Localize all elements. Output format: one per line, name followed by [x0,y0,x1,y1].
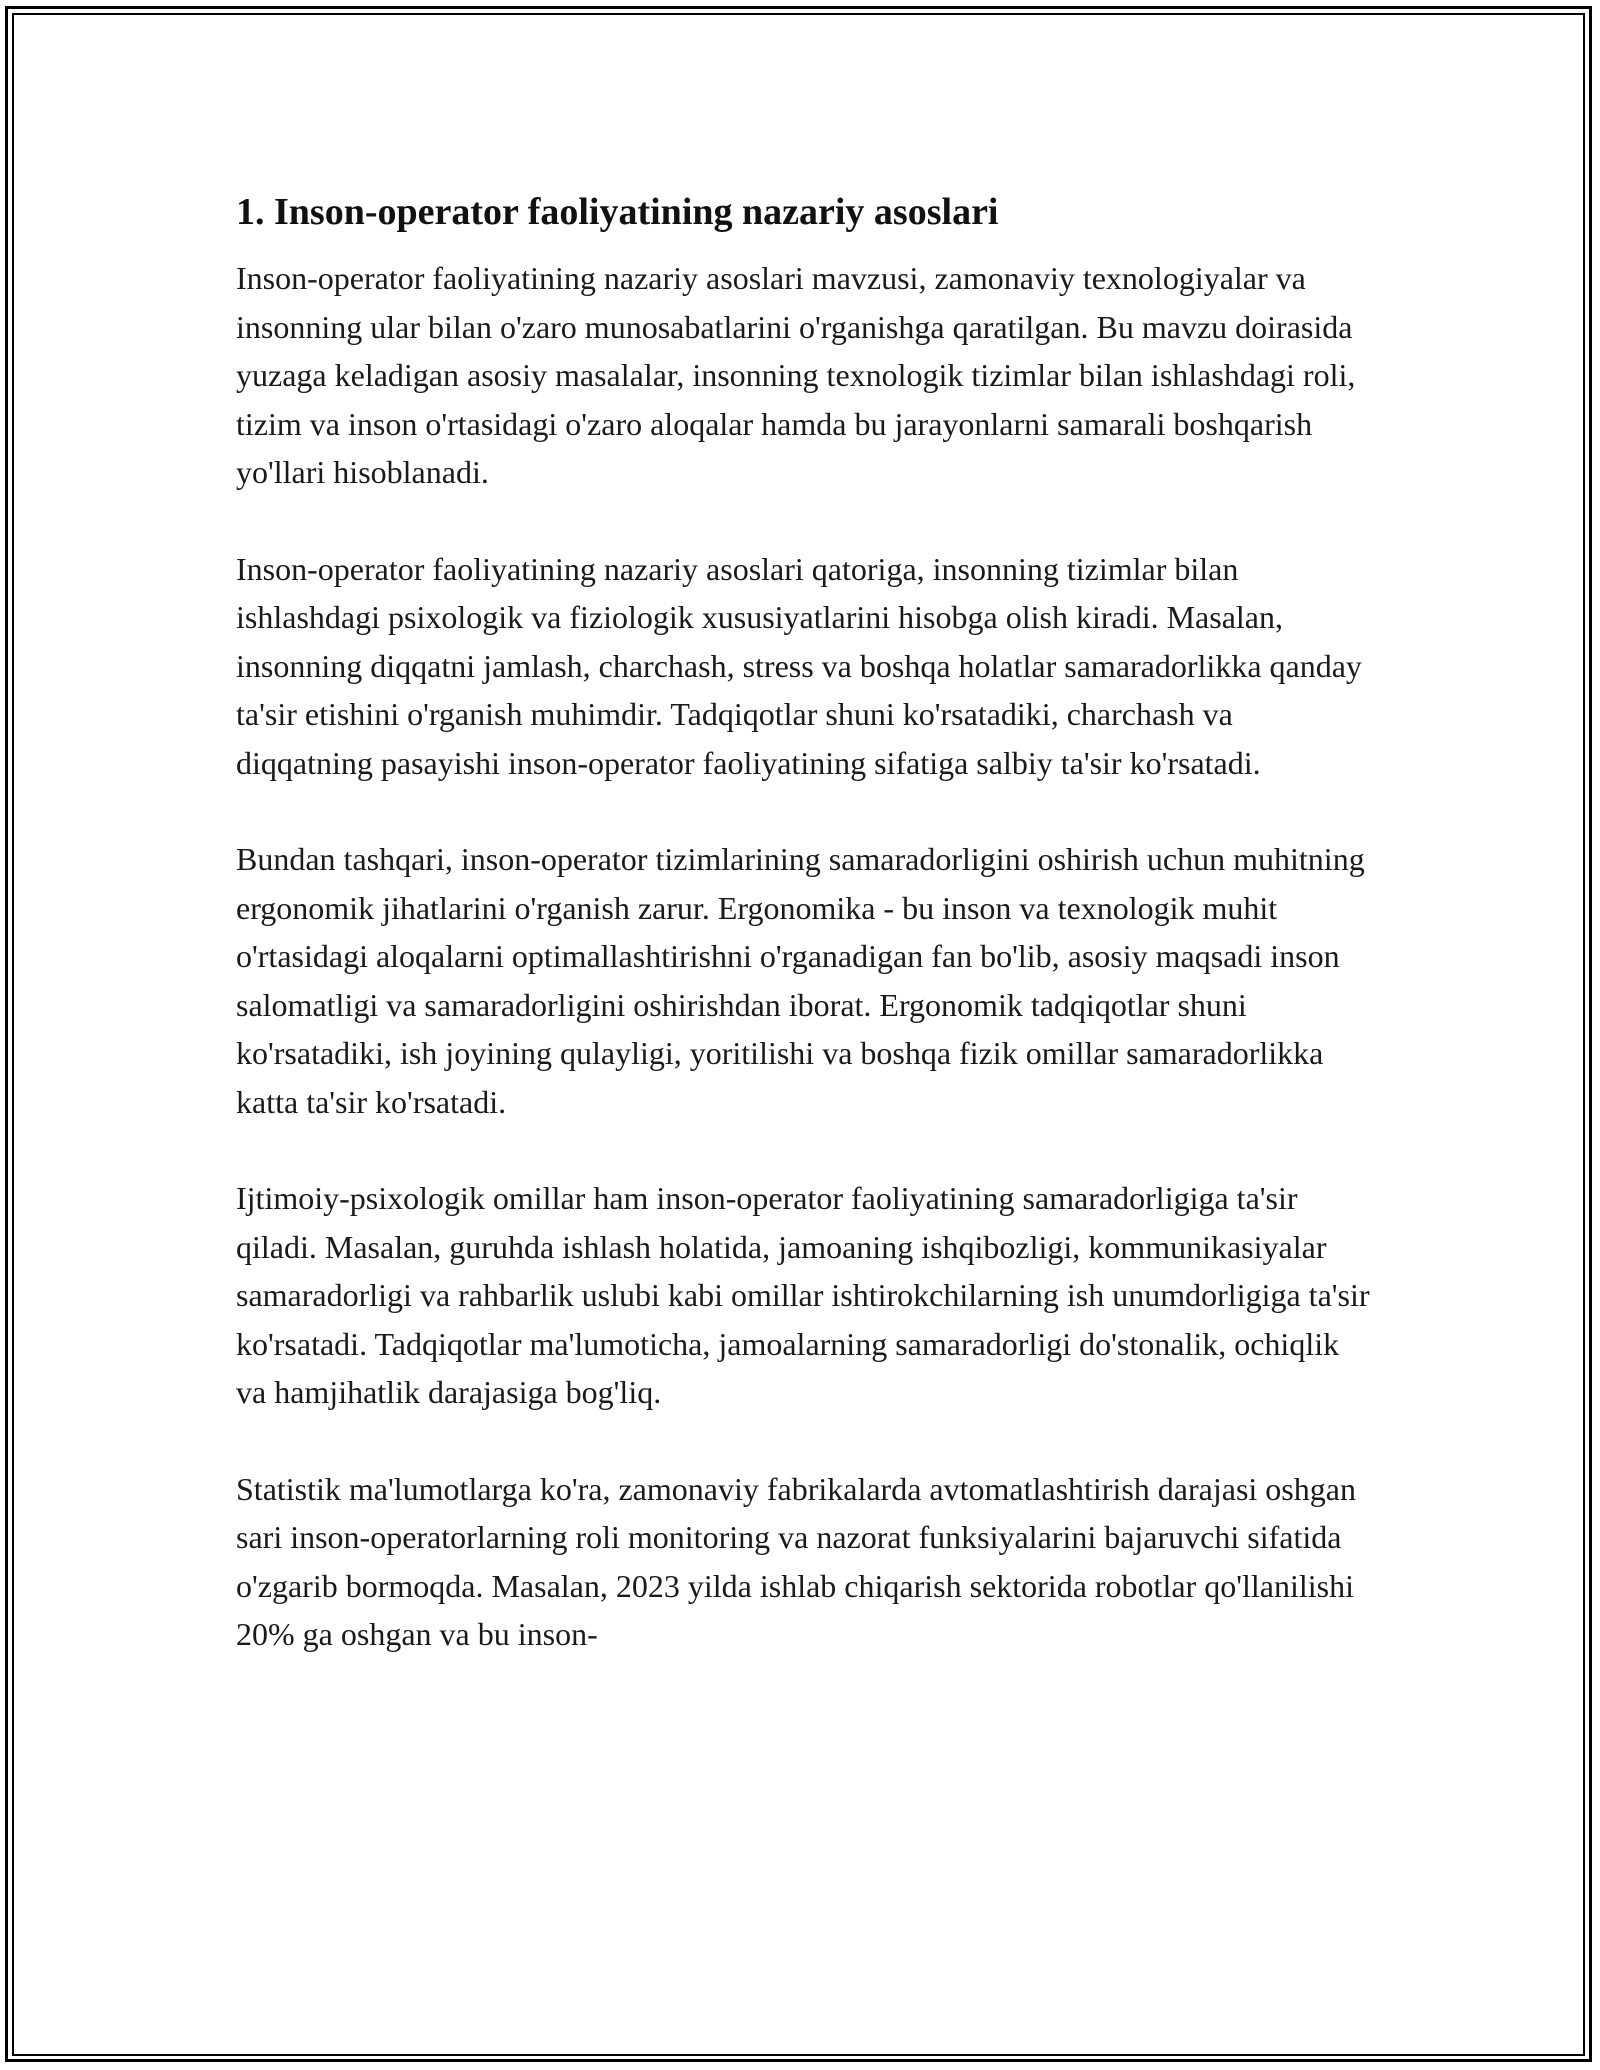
paragraph-4: Ijtimoiy-psixologik omillar ham inson-operator faoliyatining samaradorligiga ta'sir qiladi. Masalan, guruhda ishlash holatida, jamoaning ishqibozligi, kommunikasiyalar samaradorligi va rahbarlik uslubi kabi omillar ishtirokchilarning ish unumdorligiga ta'sir ko'rsatadi. Tadqiqotlar ma'lumoticha, jamoalarning samaradorligi do'stonalik, ochiqlik va hamjihatlik darajasiga bog'liq. [236,1180,1370,1410]
section-heading: 1. Inson-operator faoliyatining nazariy asoslari [236,191,999,233]
paragraph-2: Inson-operator faoliyatining nazariy asoslari qatoriga, insonning tizimlar bilan ishlashdagi psixologik va fiziologik xususiyatlarini hisobga olish kiradi. Masalan, insonning diqqatni jamlash, charchash, stress va boshqa holatlar samaradorlikka qanday ta'sir etishini o'rganish muhimdir. Tadqiqotlar shuni ko'rsatadiki, charchash va diqqatning pasayishi inson-operator faoliyatining sifatiga salbiy ta'sir ko'rsatadi. [236,550,1362,781]
paragraph-5: Statistik ma'lumotlarga ko'ra, zamonaviy fabrikalarda avtomatlashtirish darajasi oshgan sari inson-operatorlarning roli monitoring va nazorat funksiyalarini bajaruvchi sifatida o'zgarib bormoqda. Masalan, 2023 yilda ishlab chiqarish sektorida robotlar qo'llanilishi 20% ga oshgan va bu inson- [236,1470,1356,1652]
paragraph-3: Bundan tashqari, inson-operator tizimlarining samaradorligini oshirish uchun muhitning ergonomik jihatlarini o'rganish zarur. Ergonomika - bu inson va texnologik muhit o'rtasidagi aloqalarni optimallashtirishni o'rganadigan fan bo'lib, asosiy maqsadi inson salomatligi va samaradorligini oshirishdan iborat. Ergonomik tadqiqotlar shuni ko'rsatadiki, ish joyining qulayligi, yoritilishi va boshqa fizik omillar samaradorlikka katta ta'sir ko'rsatadi. [236,841,1365,1120]
document-body [236,186,1371,1707]
paragraph-1: Inson-operator faoliyatining nazariy asoslari mavzusi, zamonaviy texnologiyalar va insonning ular bilan o'zaro munosabatlarini o'rganishga qaratilgan. Bu mavzu doirasida yuzaga keladigan asosiy masalalar, insonning texnologik tizimlar bilan ishlashdagi roli, tizim va inson o'rtasidagi o'zaro aloqalar hamda bu jarayonlarni samarali boshqarish yo'llari hisoblanadi. [236,260,1356,490]
